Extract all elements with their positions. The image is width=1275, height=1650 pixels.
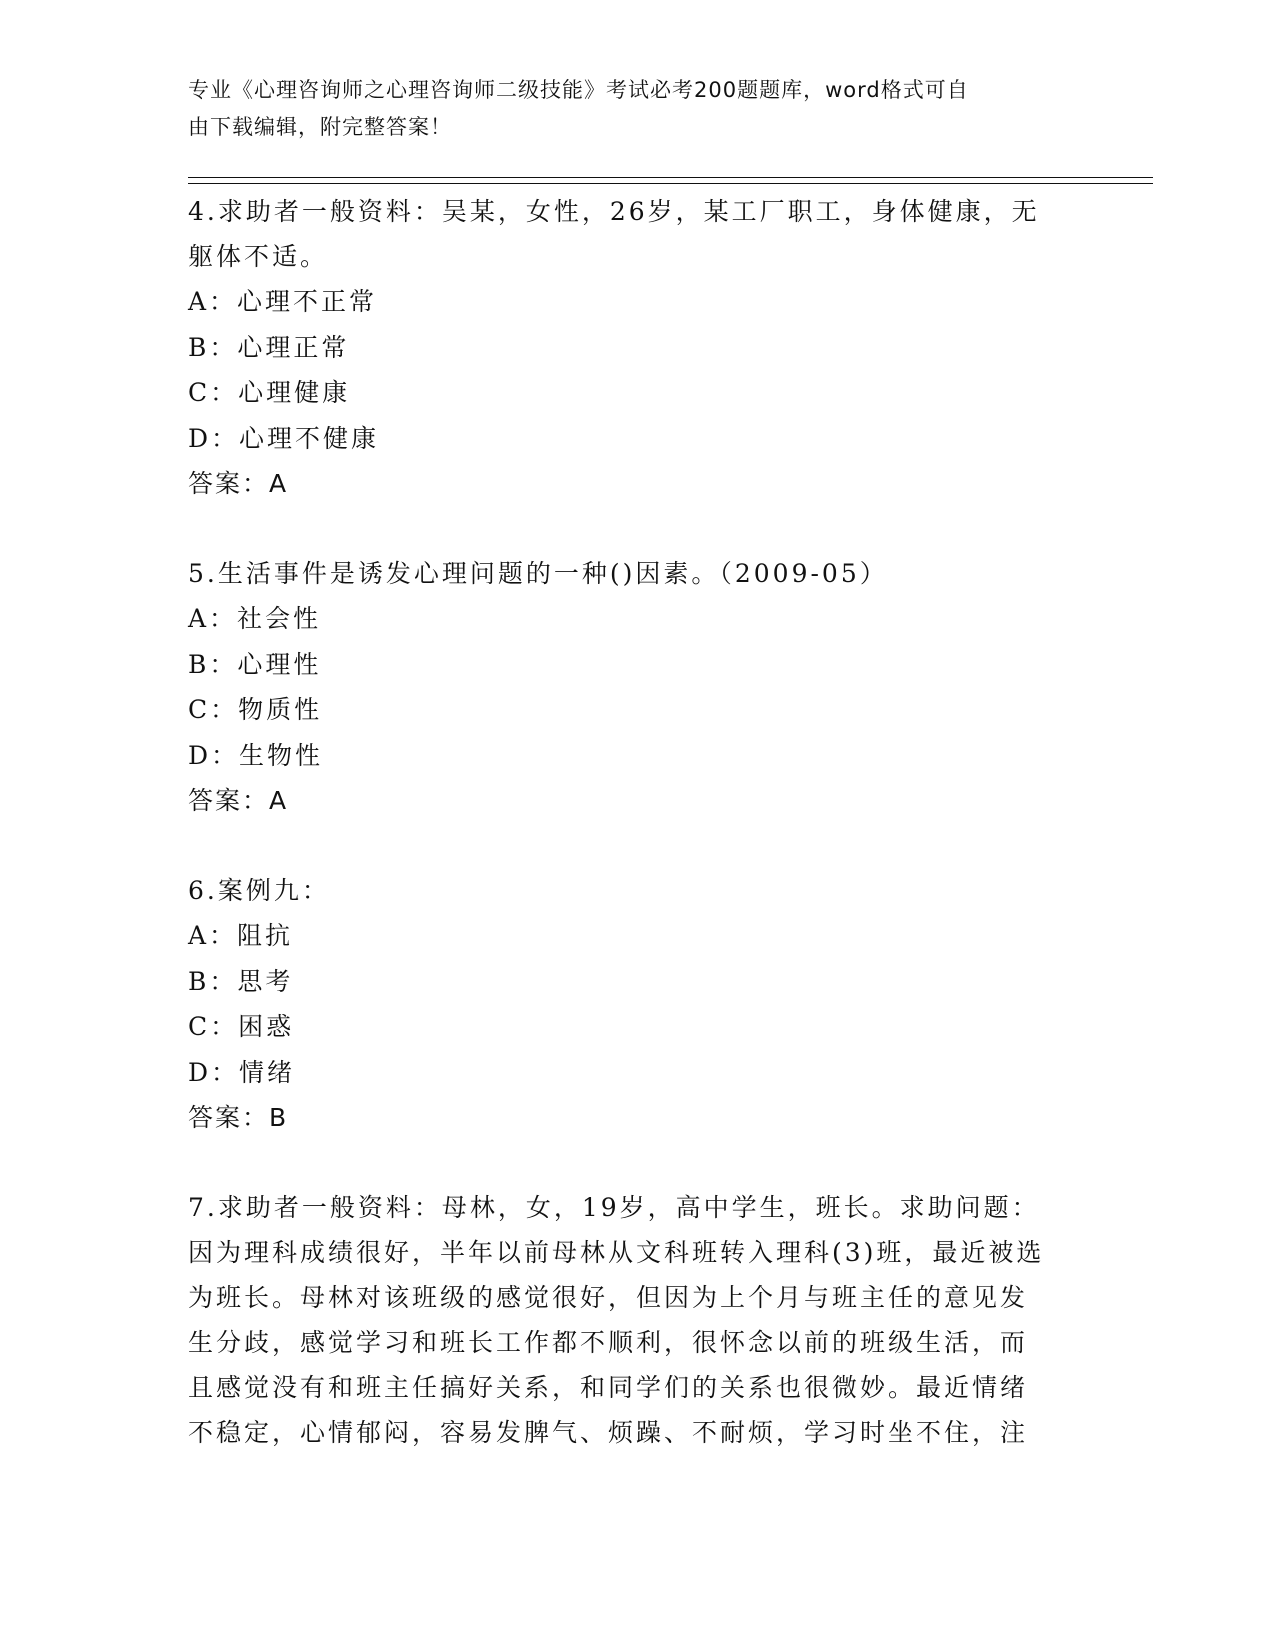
option-b: B：思考 (188, 966, 294, 996)
question-stem-line: 4.求助者一般资料：吴某，女性，26岁，某工厂职工，身体健康，无 (188, 197, 1040, 226)
option-c: C：心理健康 (188, 378, 351, 407)
question-stem-line: 为班长。母林对该班级的感觉很好，但因为上个月与班主任的意见发 (188, 1283, 1029, 1312)
question-stem-line: 且感觉没有和班主任搞好关系，和同学们的关系也很微妙。最近情绪 (188, 1373, 1029, 1402)
option-c: C：物质性 (188, 695, 323, 724)
question-stem-line: 生分歧，感觉学习和班长工作都不顺利，很怀念以前的班级生活，而 (188, 1328, 1029, 1357)
answer-line: 答案：A (188, 786, 289, 815)
question-stem-line: 因为理科成绩很好，半年以前母林从文科班转入理科(3)班，最近被选 (188, 1238, 1045, 1267)
question-stem-line: 6.案例九： (188, 876, 330, 905)
option-d: D：生物性 (188, 740, 324, 770)
option-c: C：困惑 (188, 1012, 295, 1041)
header-rule-bottom (188, 183, 1153, 184)
option-a: A：阻抗 (188, 921, 294, 950)
question-stem-line: 躯体不适。 (188, 242, 329, 271)
question-stem-line: 7.求助者一般资料：母林，女，19岁，高中学生，班长。求助问题： (188, 1193, 1040, 1222)
option-a: A：社会性 (188, 604, 322, 633)
question-6 (188, 868, 1078, 1141)
question-5 (188, 551, 1078, 824)
answer-line: 答案：B (188, 1103, 289, 1132)
document-header (188, 72, 1068, 146)
header-line-2: 由下载编辑，附完整答案！ (188, 115, 452, 139)
question-stem-line: 不稳定，心情郁闷，容易发脾气、烦躁、不耐烦，学习时坐不住，注 (188, 1418, 1029, 1447)
question-4 (188, 189, 1078, 507)
header-rule-top (188, 177, 1153, 178)
header-line-1: 专业《心理咨询师之心理咨询师二级技能》考试必考200题题库，word格式可自 (188, 78, 969, 102)
option-d: D：心理不健康 (188, 423, 380, 453)
option-b: B：心理正常 (188, 332, 350, 362)
option-a: A：心理不正常 (188, 287, 378, 316)
answer-line: 答案：A (188, 469, 289, 498)
option-d: D：情绪 (188, 1057, 296, 1087)
option-b: B：心理性 (188, 649, 322, 679)
question-stem-line: 5.生活事件是诱发心理问题的一种()因素。（2009-05） (188, 559, 888, 588)
question-list (188, 189, 1078, 1455)
question-7 (188, 1185, 1078, 1455)
